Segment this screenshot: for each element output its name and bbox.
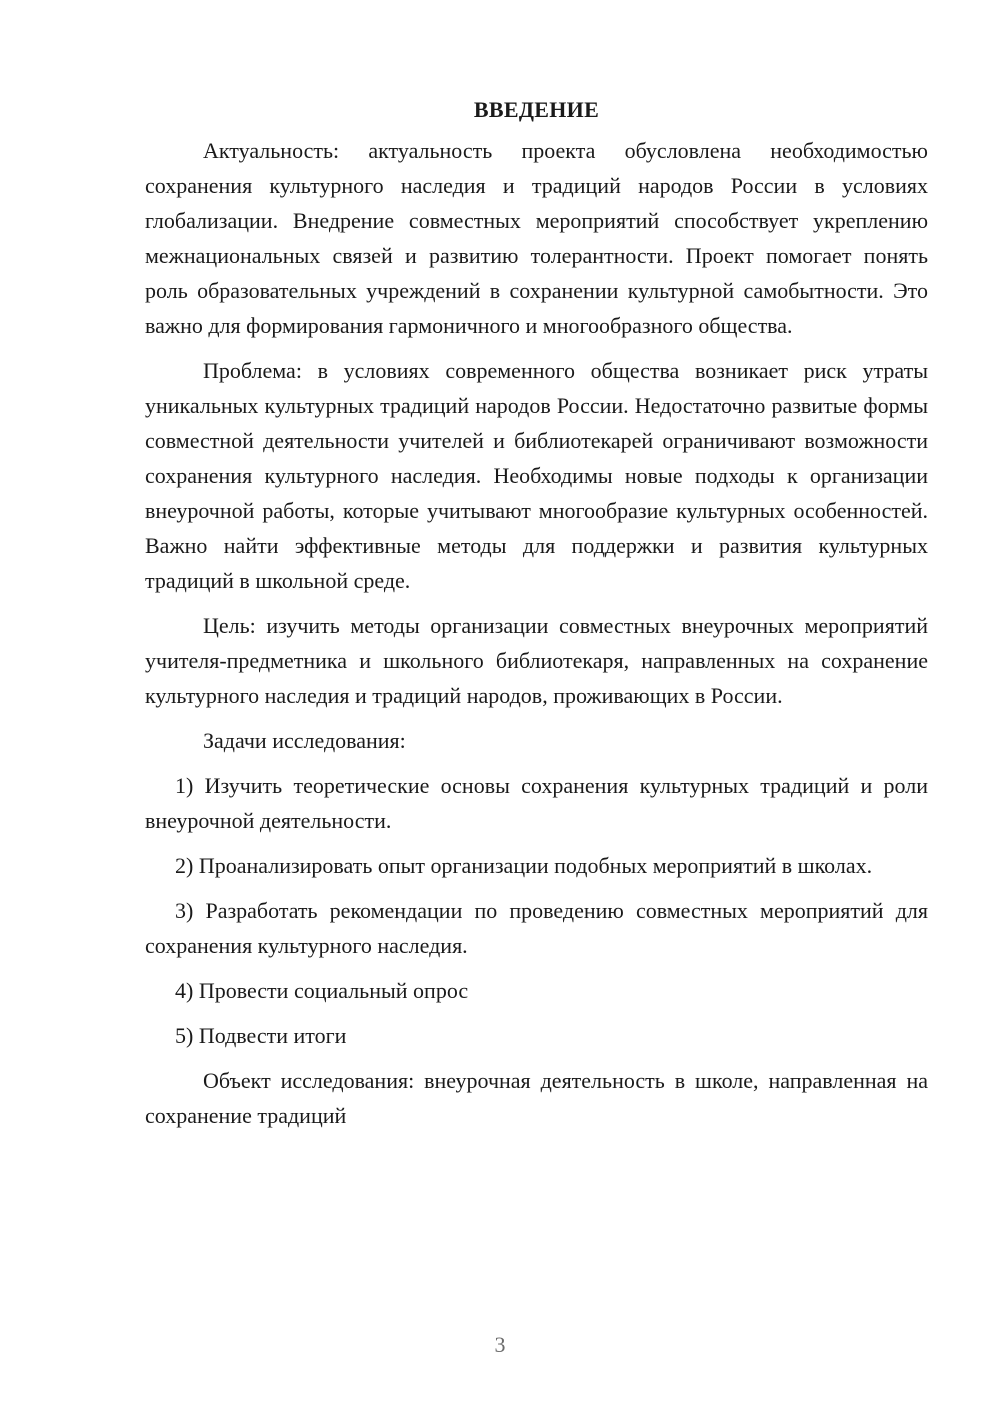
relevance-paragraph: Актуальность: актуальность проекта обусловлена необходимостью сохранения культурного наследия и традиций народов России в условиях глобализации. Внедрение совместных мероприятий способствует укреплению межнациональных связей и развитию толерантности. Проект помогает понять роль образовательных учреждений в сохранении культурной самобытности. Это важно для формирования гармоничного и многообразного общества. <box>145 138 928 338</box>
tasks-list <box>145 768 928 1053</box>
goal-paragraph: Цель: изучить методы организации совместных внеурочных мероприятий учителя-предметника и школьного библиотекаря, направленных на сохранение культурного наследия и традиций народов, проживающих в России. <box>145 613 928 708</box>
task-item: 4) Провести социальный опрос <box>175 978 469 1003</box>
task-item: 3) Разработать рекомендации по проведению совместных мероприятий для сохранения культурного наследия. <box>145 898 928 958</box>
page-number: 3 <box>494 1332 506 1357</box>
problem-paragraph: Проблема: в условиях современного общества возникает риск утраты уникальных культурных традиций народов России. Недостаточно развитые формы совместной деятельности учителей и библиотекарей ограничивают возможности сохранения культурного наследия. Необходимы новые подходы к организации внеурочной работы, которые учитывают многообразие культурных особенностей. Важно найти эффективные методы для поддержки и развития культурных традиций в школьной среде. <box>145 358 928 593</box>
document-page <box>145 95 928 1143</box>
task-item: 5) Подвести итоги <box>175 1023 347 1048</box>
page-title: ВВЕДЕНИЕ <box>473 97 600 122</box>
task-item: 2) Проанализировать опыт организации подобных мероприятий в школах. <box>175 853 873 878</box>
task-item: 1) Изучить теоретические основы сохранения культурных традиций и роли внеурочной деятельности. <box>145 773 928 833</box>
object-paragraph: Объект исследования: внеурочная деятельность в школе, направленная на сохранение традиций <box>145 1068 928 1128</box>
tasks-heading: Задачи исследования: <box>203 728 406 753</box>
